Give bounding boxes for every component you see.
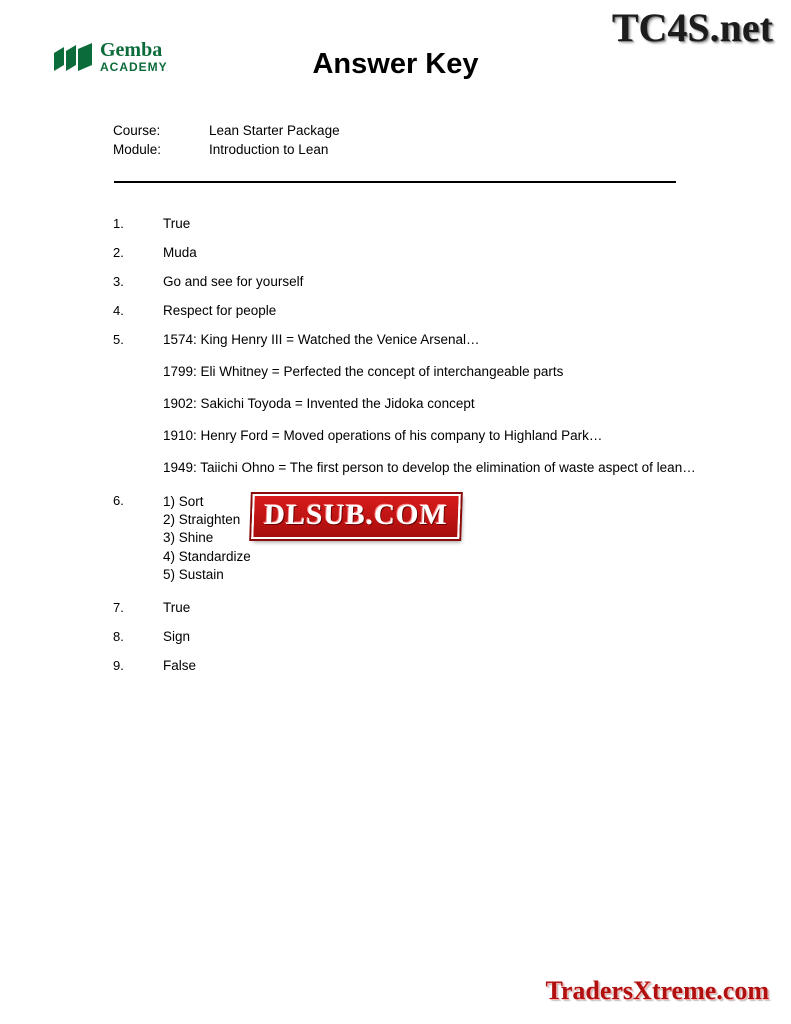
module-label: Module:: [113, 142, 162, 157]
answer-body: [163, 216, 713, 231]
answer-body: [163, 600, 713, 615]
answer-body: [163, 274, 713, 289]
module-value: Introduction to Lean: [209, 142, 329, 157]
answer-subline: 4) Standardize: [163, 548, 251, 564]
answer-item: [113, 629, 713, 644]
answer-number: 8.: [113, 629, 124, 645]
answer-item: [113, 658, 713, 673]
answer-body: [163, 245, 713, 260]
watermark-tc4s: TC4S.net: [611, 5, 773, 50]
answer-number: 9.: [113, 658, 124, 674]
answer-number: 7.: [113, 600, 124, 616]
answer-item: [113, 274, 713, 289]
answer-subline: 1) Sort: [163, 494, 204, 509]
answer-number: 4.: [113, 303, 124, 318]
course-meta: [113, 123, 340, 161]
answer-line: True: [163, 216, 191, 231]
answer-number: 6.: [113, 493, 124, 508]
page-title: Answer Key: [312, 48, 479, 80]
course-value: Lean Starter Package: [209, 123, 340, 138]
answer-number: 1.: [113, 216, 124, 231]
answer-number: 5.: [113, 332, 124, 347]
answer-item: [113, 216, 713, 231]
course-label: Course:: [113, 123, 161, 138]
answer-number: 2.: [113, 245, 124, 260]
horizontal-divider: [114, 181, 676, 183]
answer-number: 3.: [113, 274, 124, 289]
answer-line: True: [163, 600, 191, 616]
answer-line: 1949: Taiichi Ohno = The first person to develop the elimination of waste aspect of lean…: [163, 460, 696, 475]
answer-item: [113, 332, 713, 475]
answer-body: [163, 629, 713, 644]
answer-subline: 3) Shine: [163, 530, 214, 546]
answer-line: 1910: Henry Ford = Moved operations of his company to Highland Park…: [163, 428, 603, 443]
answer-body: [163, 658, 713, 673]
answer-body: [163, 332, 713, 475]
answer-line: 1902: Sakichi Toyoda = Invented the Jidoka concept: [163, 396, 475, 411]
answer-line: False: [163, 658, 197, 674]
answer-item: [113, 600, 713, 615]
module-row: [113, 142, 340, 157]
answer-item: [113, 303, 713, 318]
answer-line: 1799: Eli Whitney = Perfected the concept of interchangeable parts: [163, 364, 564, 379]
answer-subline: 5) Sustain: [163, 566, 224, 582]
watermark-tradersxtreme: TradersXtreme.com: [545, 976, 769, 1005]
course-row: [113, 123, 340, 138]
answer-item: [113, 245, 713, 260]
logo-name: Gemba: [100, 39, 163, 61]
answer-line: 1574: King Henry III = Watched the Venice Arsenal…: [163, 332, 480, 347]
answer-line: Muda: [163, 245, 197, 260]
watermark-dlsub: DLSUB.COM: [251, 494, 460, 539]
answer-line: Go and see for yourself: [163, 274, 304, 289]
answer-line: Respect for people: [163, 303, 277, 318]
answer-subline: 2) Straighten: [163, 512, 241, 528]
logo-subtitle: ACADEMY: [100, 60, 168, 74]
answer-list: [113, 216, 713, 687]
answer-body: [163, 303, 713, 318]
answer-line: Sign: [163, 629, 191, 645]
